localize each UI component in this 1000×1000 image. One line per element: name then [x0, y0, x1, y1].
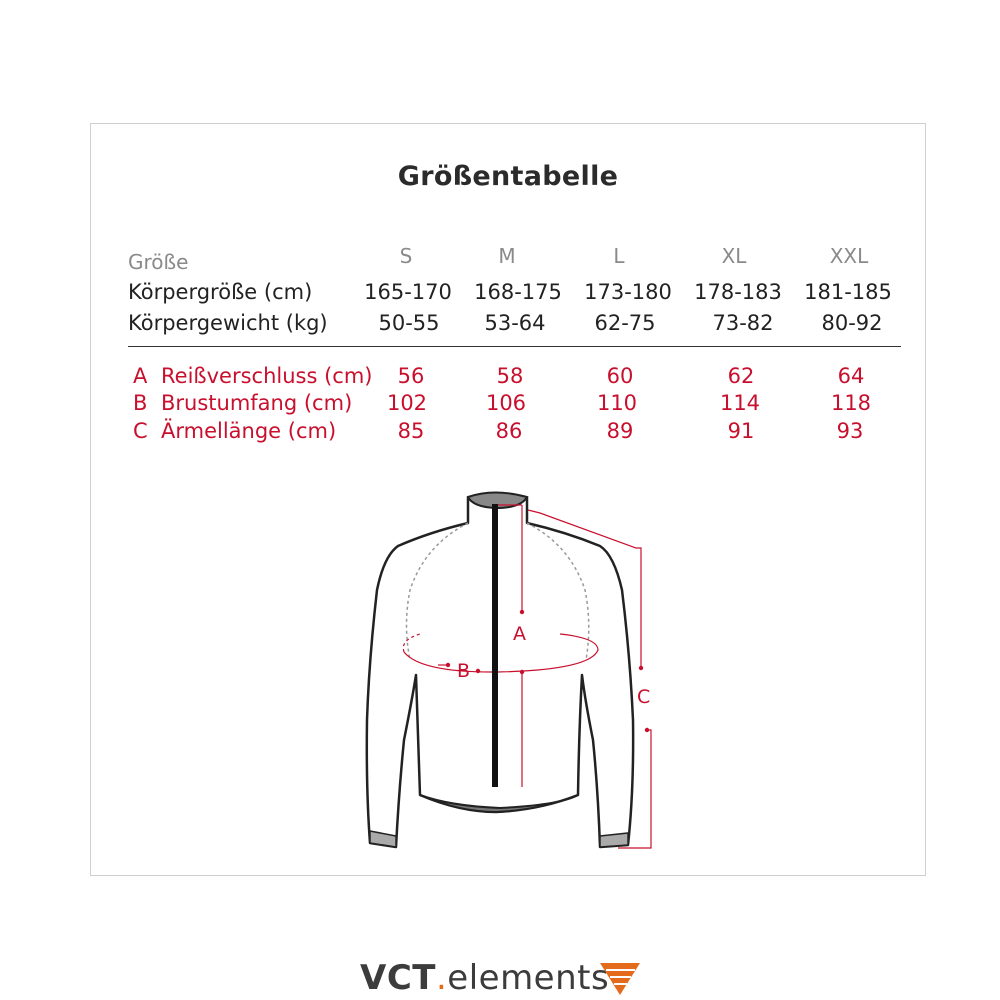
chart-title: Größentabelle: [397, 161, 619, 192]
measure-letter: C: [133, 419, 148, 443]
table-cell: 181-185: [804, 280, 892, 304]
measure-letter: A: [133, 364, 148, 388]
table-cell: 80-92: [821, 311, 883, 335]
table-cell: 118: [830, 391, 872, 415]
table-cell: 86: [495, 419, 523, 443]
table-cell: 106: [485, 391, 527, 415]
table-cell: 85: [397, 419, 425, 443]
table-cell: 173-180: [584, 280, 672, 304]
table-cell: 110: [596, 391, 638, 415]
table-cell: 178-183: [694, 280, 782, 304]
measure-letter: B: [133, 391, 148, 415]
table-cell: 114: [719, 391, 761, 415]
brand-logo: [0, 955, 1000, 1000]
measure-c-line-lower: [618, 730, 651, 848]
table-cell: 89: [606, 419, 634, 443]
table-cell: 58: [496, 364, 524, 388]
table-cell: 102: [386, 391, 428, 415]
hem-band: [420, 795, 578, 812]
zipper-icon: [492, 504, 498, 787]
header-label: Größe: [128, 250, 189, 274]
table-cell: 93: [836, 419, 864, 443]
marker-c: C: [637, 686, 651, 708]
marker-a: A: [513, 623, 526, 645]
size-s: S: [399, 244, 413, 268]
table-cell: 50-55: [378, 311, 440, 335]
table-cell: 53-64: [484, 311, 546, 335]
row-label: Körpergewicht (kg): [128, 311, 328, 335]
measure-label: Brustumfang (cm): [161, 391, 353, 415]
size-m: M: [498, 244, 516, 268]
measure-label: Reißverschluss (cm): [161, 364, 373, 388]
table-cell: 56: [397, 364, 425, 388]
brand-triangle-icon: [598, 961, 642, 997]
measure-label: Ärmellänge (cm): [161, 419, 337, 443]
table-cell: 165-170: [364, 280, 452, 304]
brand-name-bold: VCT: [360, 958, 436, 998]
right-seam: [527, 523, 589, 660]
table-cell: 64: [837, 364, 865, 388]
brand-name-rest: elements: [447, 958, 610, 998]
table-cell: 91: [727, 419, 755, 443]
left-seam: [407, 523, 469, 660]
table-cell: 73-82: [712, 311, 774, 335]
right-cuff: [600, 833, 628, 847]
size-l: L: [613, 244, 625, 268]
marker-b: B: [457, 660, 471, 682]
brand-dot: .: [435, 958, 448, 998]
size-xxl: XXL: [829, 244, 869, 268]
row-label: Körpergröße (cm): [128, 280, 313, 304]
table-cell: 168-175: [474, 280, 562, 304]
table-cell: 62: [727, 364, 755, 388]
table-cell: 60: [606, 364, 634, 388]
size-xl: XL: [721, 244, 747, 268]
table-cell: 62-75: [594, 311, 656, 335]
